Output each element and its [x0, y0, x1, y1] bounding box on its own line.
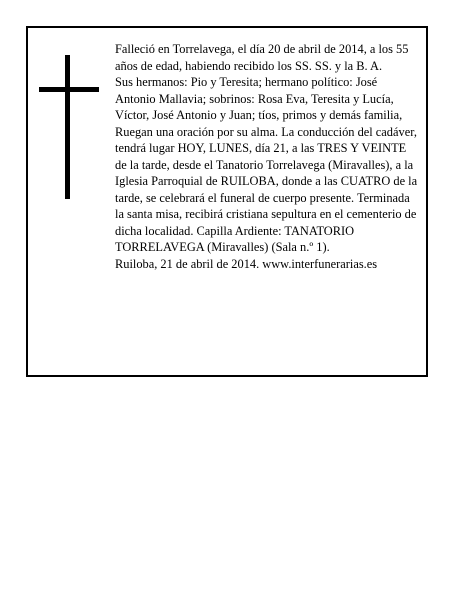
notice-text — [115, 41, 419, 272]
place-date-line: Ruiloba, 21 de abril de 2014. www.interfunerarias.es — [115, 256, 378, 271]
cross-horizontal-bar — [39, 87, 99, 92]
obituary-notice — [26, 26, 428, 377]
cross-vertical-bar — [65, 55, 70, 199]
death-announcement: Falleció en Torrelavega, el día 20 de abril de 2014, a los 55 años de edad, habiendo recibido los SS. SS. y la B. A. — [115, 42, 409, 73]
family-list: Sus hermanos: Pio y Teresita; hermano político: José Antonio Mallavia; sobrinos: Rosa Eva, Teresita y Lucía, Víctor, José Antonio y Juan; tíos, primos y demás familia, — [115, 75, 403, 122]
funeral-details: Ruegan una oración por su alma. La conducción del cadáver, tendrá lugar HOY, LUNES, día 21, a las TRES Y VEINTE de la tarde, desde el Tanatorio Torrelavega (Miravalles), a la Iglesia Parroquial de RUILOBA, donde a las CUATRO de la tarde, se celebrará el funeral de cuerpo presente. Terminada la santa misa, recibirá cristiana sepultura en el cementerio de dicha localidad. Capilla Ardiente: TANATORIO TORRELAVEGA (Miravalles) (Sala n.º 1). — [115, 124, 418, 254]
cross-icon — [39, 55, 99, 199]
